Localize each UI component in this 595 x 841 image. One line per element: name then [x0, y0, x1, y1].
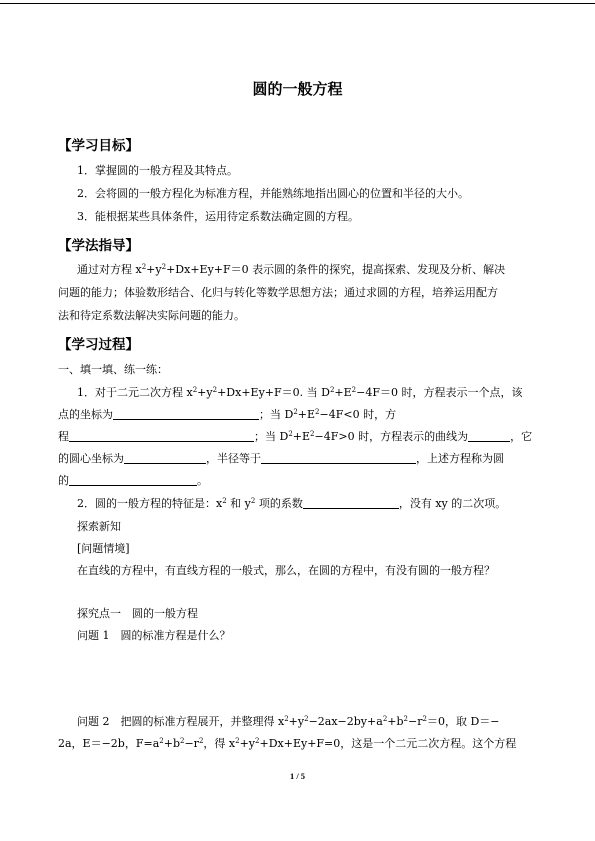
blank-point-coordinates[interactable]: [113, 408, 259, 420]
goal-item-1: 1．掌握圆的一般方程及其特点。: [77, 164, 238, 177]
scenario-label: [问题情境]: [77, 542, 130, 555]
question-2-text-line-1: 问题 2 把圆的标准方程展开，并整理得 $x^2+y^2-2ax-2by+a^2+b^2-r^2=0$，取 D＝−: [77, 715, 500, 728]
part-one-label: 一、填一填、练一练：: [58, 363, 168, 376]
blank-equation-name[interactable]: [69, 474, 197, 486]
method-paragraph-line-3: 法和待定系数法解决实际问题的能力。: [58, 309, 245, 322]
goal-item-3: 3．能根据某些具体条件，运用待定系数法确定圆的方程。: [77, 210, 359, 223]
method-paragraph-line-2: 问题的能力；体验数形结合、化归与转化等数学思想方法；通过求圆的方程，培养运用配方: [58, 286, 498, 299]
scenario-text: 在直线的方程中，有直线方程的一般式，那么，在圆的方程中，有没有圆的一般方程？: [77, 564, 495, 577]
page-number: 1 / 5: [289, 771, 306, 781]
question-1-text: 问题 1 圆的标准方程是什么？: [77, 629, 231, 642]
question-1-line-4: 的圆心坐标为 ，半径等于 ，上述方程称为圆: [58, 452, 504, 465]
question-1-line-5: 的 。: [58, 474, 208, 487]
question-1-line-1: 1．对于二元二次方程 $x^2+y^2+Dx+Ey+F=0$. 当 $D^2+E^2-4F=0$ 时，方程表示一个点，该: [77, 386, 523, 399]
question-1-line-3: 程 ；当 $D^2+E^2-4F>0$ 时，方程表示的曲线为 ，它: [58, 430, 533, 443]
header-rule: [0, 3, 595, 4]
blank-radius[interactable]: [261, 452, 416, 464]
blank-curve-type[interactable]: [468, 430, 510, 442]
question-2-line: 2．圆的一般方程的特征是：$x^2$ 和 $y^2$ 项的系数 ，没有 xy 的二次项。: [77, 497, 507, 510]
explore-label: 探索新知: [77, 520, 121, 533]
question-2-text-line-2: 2a，E＝−2b，$F=a^2+b^2-r^2$，得 $x^2+y^2+Dx+Ey+F=0$，这是一个二元二次方程。这个方程: [58, 737, 517, 750]
goal-item-2: 2．会将圆的一般方程化为标准方程，并能熟练地指出圆心的位置和半径的大小。: [77, 187, 469, 200]
section-heading-process: 【学习过程】: [58, 337, 139, 353]
page-title: 圆的一般方程: [252, 80, 343, 98]
question-1-line-2: 点的坐标为 ；当 $D^2+E^2-4F<0$ 时，方: [58, 408, 397, 421]
blank-center-coordinates[interactable]: [124, 452, 206, 464]
blank-coefficient[interactable]: [303, 497, 399, 509]
section-heading-method: 【学法指导】: [58, 238, 139, 254]
blank-no-graph[interactable]: [69, 430, 254, 442]
method-paragraph-line-1: 通过对方程 $x^2+y^2+Dx+Ey+F=0$ 表示圆的条件的探究，提高探索、发现及分析、解决: [77, 263, 506, 276]
section-heading-goals: 【学习目标】: [58, 138, 139, 154]
explore-point-1: 探究点一 圆的一般方程: [77, 607, 198, 620]
